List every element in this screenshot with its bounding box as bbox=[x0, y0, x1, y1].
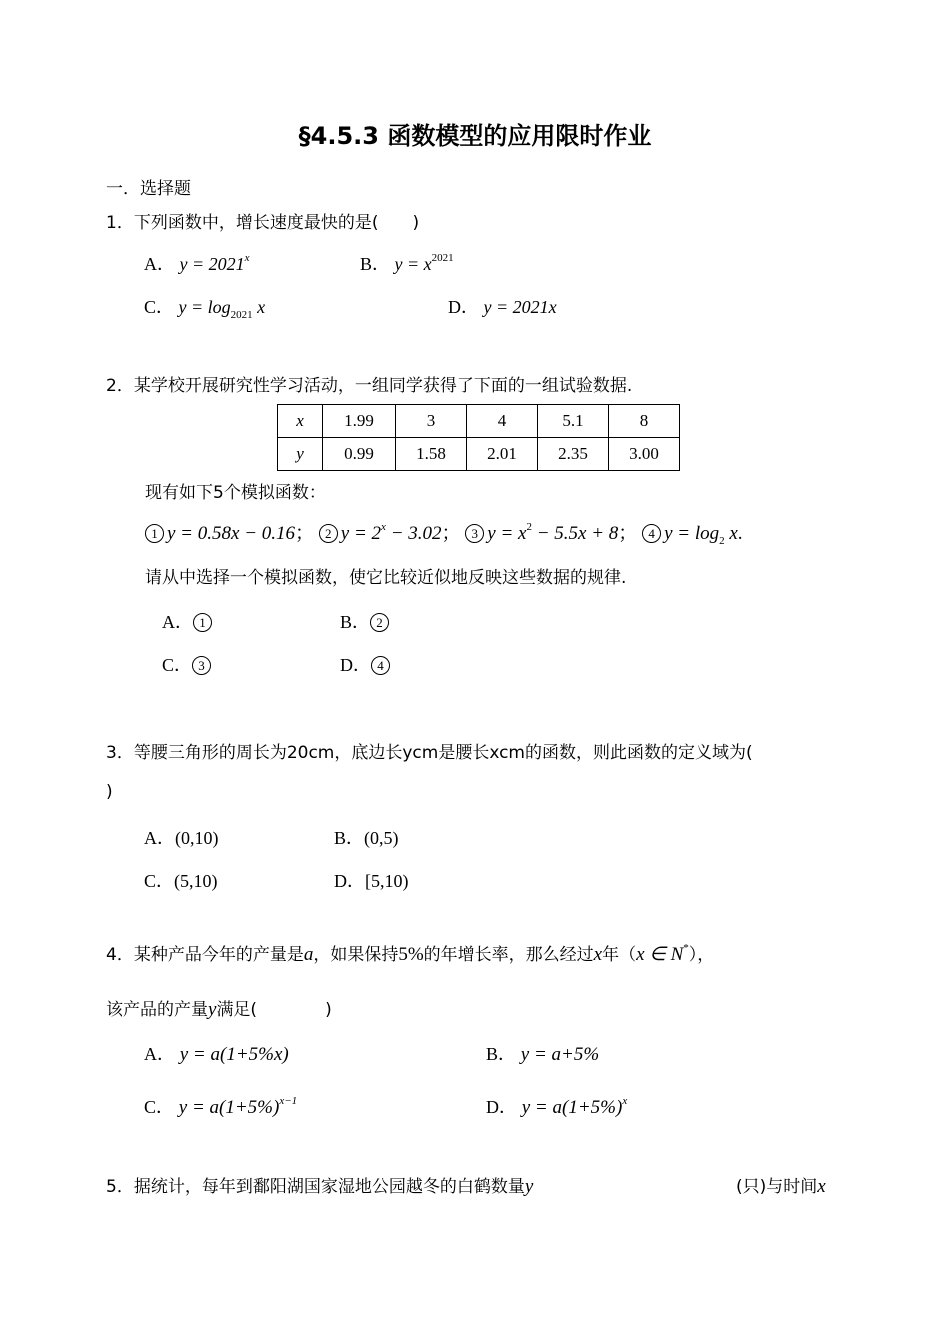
option-label: D． bbox=[340, 655, 371, 675]
q1-option-a[interactable]: A． $y = 2021^x$ bbox=[144, 252, 250, 274]
table-cell: 4 bbox=[467, 405, 538, 438]
q4-a-formula: y = a(1+5%x) bbox=[179, 1044, 289, 1065]
q2-stem: 2．某学校开展研究性学习活动，一组同学获得了下面的一组试验数据. bbox=[106, 376, 633, 396]
q3-option-a[interactable]: A．(0,10) bbox=[144, 828, 219, 848]
option-label: C． bbox=[144, 297, 175, 317]
table-cell: 0.99 bbox=[323, 438, 396, 471]
table-cell: 2.35 bbox=[538, 438, 609, 471]
table-cell: 3 bbox=[396, 405, 467, 438]
table-cell: x bbox=[278, 405, 323, 438]
circled-number: 1 bbox=[145, 524, 164, 543]
section-heading: 一．选择题 bbox=[106, 179, 191, 199]
q4-option-d[interactable]: D． $y = a(1+5\%)^x$ bbox=[486, 1095, 628, 1118]
q1-c-formula: y = log bbox=[178, 297, 231, 317]
q1-option-c[interactable]: C． $y = \log_{2021} x$ bbox=[144, 297, 266, 321]
option-label: A． bbox=[144, 254, 175, 274]
q4-b-formula: y = a+5% bbox=[520, 1044, 600, 1065]
q3-option-c[interactable]: C．(5,10) bbox=[144, 871, 218, 891]
q1-b-formula: y = x bbox=[394, 254, 432, 274]
option-label: B． bbox=[340, 612, 371, 632]
circled-number: 1 bbox=[193, 613, 212, 632]
q5-stem: 5．据统计，每年到鄱阳湖国家湿地公园越冬的白鹤数量y bbox=[106, 1176, 534, 1197]
table-row bbox=[278, 405, 680, 438]
table-cell: 1.58 bbox=[396, 438, 467, 471]
q1-option-d[interactable] bbox=[448, 293, 557, 319]
page-title: §4.5.3 函数模型的应用限时作业 bbox=[298, 122, 652, 150]
data-table bbox=[277, 404, 680, 471]
q3-option-b[interactable]: B．(0,5) bbox=[334, 828, 399, 848]
circled-number: 2 bbox=[319, 524, 338, 543]
f3-formula: y = x bbox=[487, 523, 527, 544]
option-label: A． bbox=[144, 1044, 175, 1064]
circled-number: 4 bbox=[642, 524, 661, 543]
option-label: B． bbox=[486, 1044, 517, 1064]
table-cell: 2.01 bbox=[467, 438, 538, 471]
option-label: D． bbox=[486, 1097, 517, 1117]
circled-number: 3 bbox=[465, 524, 484, 543]
q4-option-a[interactable] bbox=[144, 1040, 289, 1066]
q4-option-b[interactable] bbox=[486, 1040, 599, 1066]
q1-a-formula: y = 2021 bbox=[179, 254, 245, 274]
table-row bbox=[278, 438, 680, 471]
q4-option-c[interactable]: C． $y = a(1+5\%)^{x-1}$ bbox=[144, 1095, 298, 1118]
option-label: A． bbox=[162, 612, 193, 632]
q4-stem: 4．某种产品今年的产量是a，如果保持5%的年增长率，那么经过x年（x ∈ N*）， bbox=[106, 942, 715, 965]
f1-formula: y = 0.58x − 0.16 bbox=[167, 523, 296, 544]
q1-d-formula: y = 2021x bbox=[483, 297, 557, 317]
q3-option-d[interactable]: D．[5,10) bbox=[334, 871, 409, 891]
q2-option-b[interactable] bbox=[340, 608, 392, 634]
q2-option-d[interactable] bbox=[340, 651, 393, 677]
table-cell: 5.1 bbox=[538, 405, 609, 438]
f4-formula: y = log bbox=[664, 523, 720, 544]
q2-intro: 现有如下5个模拟函数： bbox=[145, 483, 326, 503]
q2-instruction: 请从中选择一个模拟函数，使它比较近似地反映这些数据的规律. bbox=[145, 568, 627, 588]
q4-c-formula: y = a(1+5%) bbox=[178, 1097, 280, 1118]
option-label: C． bbox=[144, 1097, 175, 1117]
q4-d-formula: y = a(1+5%) bbox=[521, 1097, 623, 1118]
q1-option-b[interactable]: B． $y = x^{2021}$ bbox=[360, 252, 454, 274]
option-label: C． bbox=[162, 655, 193, 675]
q3-stem: 3．等腰三角形的周长为20cm，底边长ycm是腰长xcm的函数，则此函数的定义域为( bbox=[106, 743, 753, 763]
q2-option-c[interactable] bbox=[162, 651, 214, 677]
circled-number: 4 bbox=[371, 656, 390, 675]
circled-number: 3 bbox=[192, 656, 211, 675]
q3-stem-close: ) bbox=[106, 782, 113, 802]
circled-number: 2 bbox=[370, 613, 389, 632]
table-cell: 3.00 bbox=[609, 438, 680, 471]
table-cell: 1.99 bbox=[323, 405, 396, 438]
option-label: B． bbox=[360, 254, 391, 274]
q2-option-a[interactable] bbox=[162, 608, 215, 634]
table-cell: y bbox=[278, 438, 323, 471]
option-label: D． bbox=[448, 297, 479, 317]
q1-stem: 1．下列函数中，增长速度最快的是( ) bbox=[106, 213, 420, 233]
f2-formula: y = 2 bbox=[340, 523, 382, 544]
q2-functions: 1 y = 0.58x − 0.16； 2 $y = 2^x - 3.02$； 3 $y = x^2 - 5.5x + 8$； 4 $y = \log_2 x$. bbox=[145, 518, 743, 547]
table-cell: 8 bbox=[609, 405, 680, 438]
q5-stem-tail: (只)与时间x bbox=[736, 1176, 826, 1197]
q4-stem-line2: 该产品的产量y满足( ) bbox=[106, 999, 332, 1020]
